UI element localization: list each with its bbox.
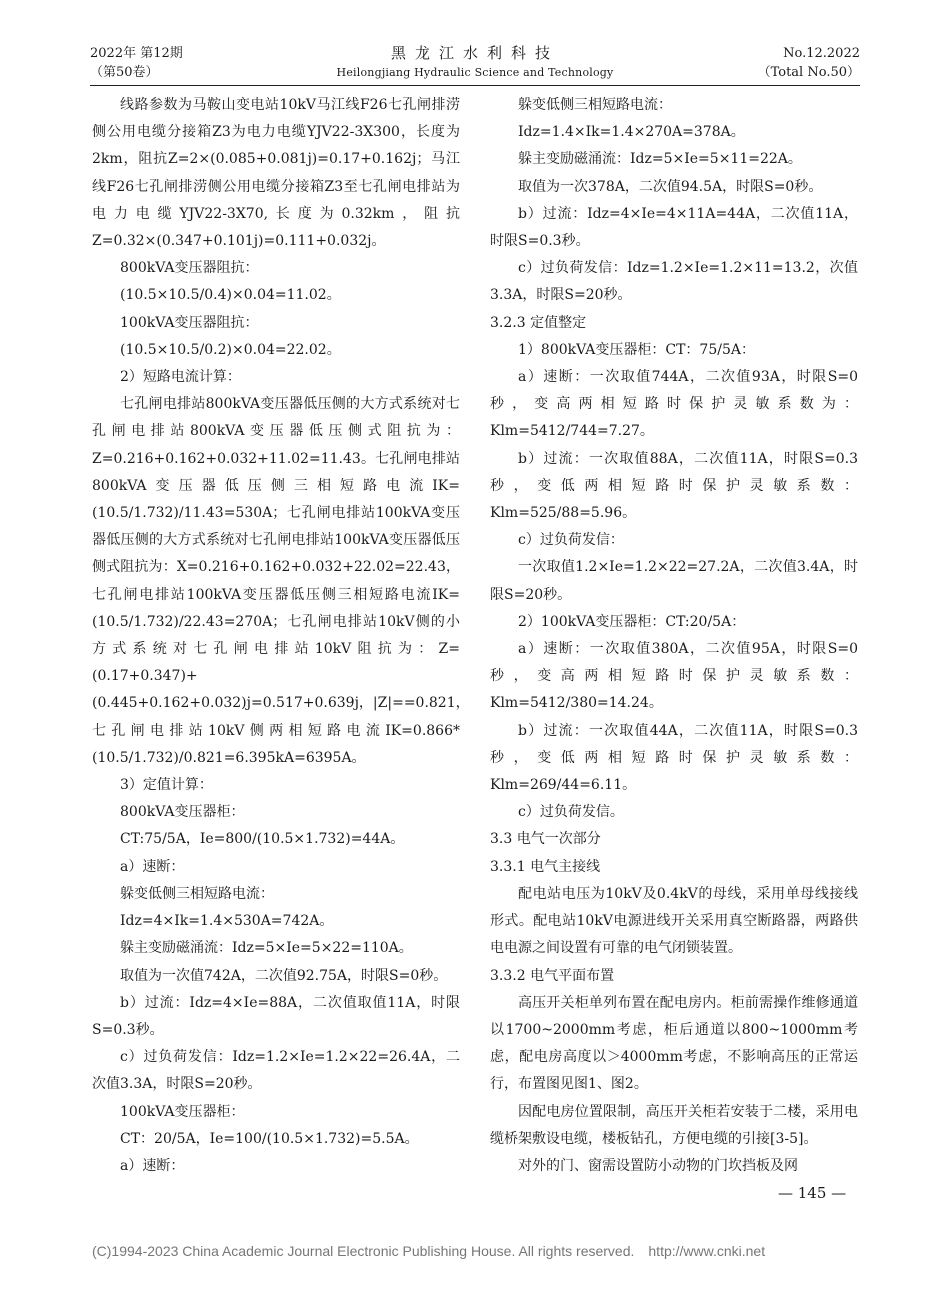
left-paragraph: Idz=4×Ik=1.4×530A=742A。 [120,913,334,930]
right-paragraph: b）过流：Idz=4×Ie=4×11A=44A，二次值11A，时限S=0.3秒。 [490,205,858,250]
left-paragraph: (10.5×10.5/0.4)×0.04=11.02。 [120,287,341,304]
year-issue: 2022年 第12期 [90,46,183,61]
right-paragraph: 躲主变励磁涌流：Idz=5×Ie=5×11=22A。 [518,151,802,168]
left-paragraph: 3）定值计算： [120,777,213,794]
left-paragraph: a）速断： [120,1157,185,1174]
left-paragraph: CT：20/5A，Ie=100/(10.5×1.732)=5.5A。 [120,1130,419,1147]
right-paragraph: 取值为一次378A，二次值94.5A，时限S=0秒。 [518,178,823,195]
left-paragraph: 躲主变励磁涌流：Idz=5×Ie=5×22=110A。 [120,940,413,957]
right-paragraph: c）过负荷发信：Idz=1.2×Ie=1.2×11=13.2，次值3.3A，时限S=20秒。 [490,260,858,304]
right-paragraph: 3.2.3 定值整定 [490,314,587,331]
copyright-footer: (C)1994-2023 China Academic Journal Electronic Publishing House. All rights reserved. http://www.cnki.net [92,1243,766,1259]
right-column [490,92,858,1180]
left-paragraph: 100kVA变压器阻抗： [120,314,259,331]
right-paragraph: 3.3.1 电气主接线 [490,858,601,875]
left-paragraph: 线路参数为马鞍山变电站10kV马江线F26七孔闸排涝侧公用电缆分接箱Z3为电力电缆YJV22-3X300，长度为2km，阻抗Z=2×(0.085+0.081j)=0.17+0.162j；马江线F26七孔闸排涝侧公用电缆分接箱Z3至七孔闸电排站为电力电缆YJV22-3X70,长度为0.32km，阻抗Z=0.32×(0.347+0.101j)=0.111+0.032j。 [92,97,460,250]
right-paragraph: c）过负荷发信： [518,532,624,549]
header-rule [90,85,860,86]
right-paragraph: 3.3.2 电气平面布置 [490,967,615,984]
left-paragraph: 100kVA变压器柜： [120,1103,245,1120]
left-paragraph: 800kVA变压器阻抗： [120,260,259,277]
right-paragraph: b）过流：一次取值88A，二次值11A，时限S=0.3秒，变低两相短路时保护灵敏系数：Klm=525/88=5.96。 [490,450,858,522]
right-paragraph: 躲变低侧三相短路电流： [518,97,672,113]
left-paragraph: (10.5×10.5/0.2)×0.04=22.02。 [120,341,341,358]
right-paragraph: a）速断：一次取值744A，二次值93A，时限S=0秒，变高两相短路时保护灵敏系数为：Klm=5412/744=7.27。 [490,369,858,440]
right-paragraph: b）过流：一次取值44A，二次值11A，时限S=0.3秒，变低两相短路时保护灵敏系数：Klm=269/44=6.11。 [490,722,858,794]
left-paragraph: b）过流：Idz=4×Ie=88A，二次值取值11A，时限S=0.3秒。 [92,994,460,1038]
right-paragraph: c）过负荷发信。 [518,804,624,821]
page-number: — 145 — [778,1184,847,1202]
right-paragraph: Idz=1.4×Ik=1.4×270A=378A。 [518,124,745,141]
journal-title-en: Heilongjiang Hydraulic Science and Technology [336,66,614,79]
right-paragraph: 对外的门、窗需设置防小动物的门坎挡板及网 [518,1157,798,1174]
left-paragraph: 七孔闸电排站800kVA变压器低压侧的大方式系统对七孔闸电排站800kVA变压器低压侧式阻抗为：Z=0.216+0.162+0.032+11.02=11.43。七孔闸电排站800kVA变压器低压侧三相短路电流IK=(10.5/1.732)/11.43=530A；七孔闸电排站100kVA变压器低压侧的大方式系统对七孔闸电排站100kVA变压器低压侧式阻抗为：X=0.216+0.162+0.032+22.02=22.43，七孔闸电排站100kVA变压器低压侧三相短路电流IK=(10.5/1.732)/22.43=270A；七孔闸电排站10kV侧的小方式系统对七孔闸电排站10kV阻抗为：Z=(0.17+0.347)+(0.445+0.162+0.032)j=0.517+0.639j，|Z|==0.821，七孔闸电排站10kV侧两相短路电流IK=0.866*(10.5/1.732)/0.821=6.395kA=6395A。 [92,396,470,766]
left-paragraph: 2）短路电流计算： [120,369,241,386]
right-paragraph: 2）100kVA变压器柜：CT:20/5A： [518,613,746,630]
left-column [92,92,470,1180]
issue-number: No.12.2022 [783,46,860,61]
right-paragraph: 因配电房位置限制，高压开关柜若安装于二楼，采用电缆桥架敷设电缆，楼板钻孔，方便电缆的引接[3-5]。 [490,1103,858,1147]
right-paragraph: 3.3 电气一次部分 [490,831,601,848]
right-paragraph: 一次取值1.2×Ie=1.2×22=27.2A，二次值3.4A，时限S=20秒。 [490,559,858,603]
total-number: （Total No.50） [757,65,860,80]
left-paragraph: CT:75/5A，Ie=800/(10.5×1.732)=44A。 [120,831,405,848]
right-paragraph: 配电站电压为10kV及0.4kV的母线，采用单母线接线形式。配电站10kV电源进线开关采用真空断路器，两路供电电源之间设置有可靠的电气闭锁装置。 [490,885,858,957]
left-paragraph: c）过负荷发信：Idz=1.2×Ie=1.2×22=26.4A，二次值3.3A，时限S=20秒。 [92,1049,460,1093]
header-right [758,44,860,82]
journal-title-cn: 黑龙江水利科技 [390,44,559,62]
running-header [90,44,860,88]
left-paragraph: 取值为一次值742A，二次值92.75A，时限S=0秒。 [120,967,448,984]
right-paragraph: a）速断：一次取值380A，二次值95A，时限S=0秒，变高两相短路时保护灵敏系数：Klm=5412/380=14.24。 [490,641,858,712]
header-center [90,44,860,82]
volume: （第50卷） [90,65,159,80]
left-paragraph: 躲变低侧三相短路电流： [120,885,274,902]
left-paragraph: a）速断： [120,858,185,875]
left-paragraph: 800kVA变压器柜： [120,804,245,821]
right-paragraph: 高压开关柜单列布置在配电房内。柜前需操作维修通道以1700~2000mm考虑，柜后通道以800~1000mm考虑，配电房高度以＞4000mm考虑，不影响高压的正常运行，布置图见图1、图2。 [490,994,858,1093]
right-paragraph: 1）800kVA变压器柜：CT：75/5A： [518,341,755,358]
